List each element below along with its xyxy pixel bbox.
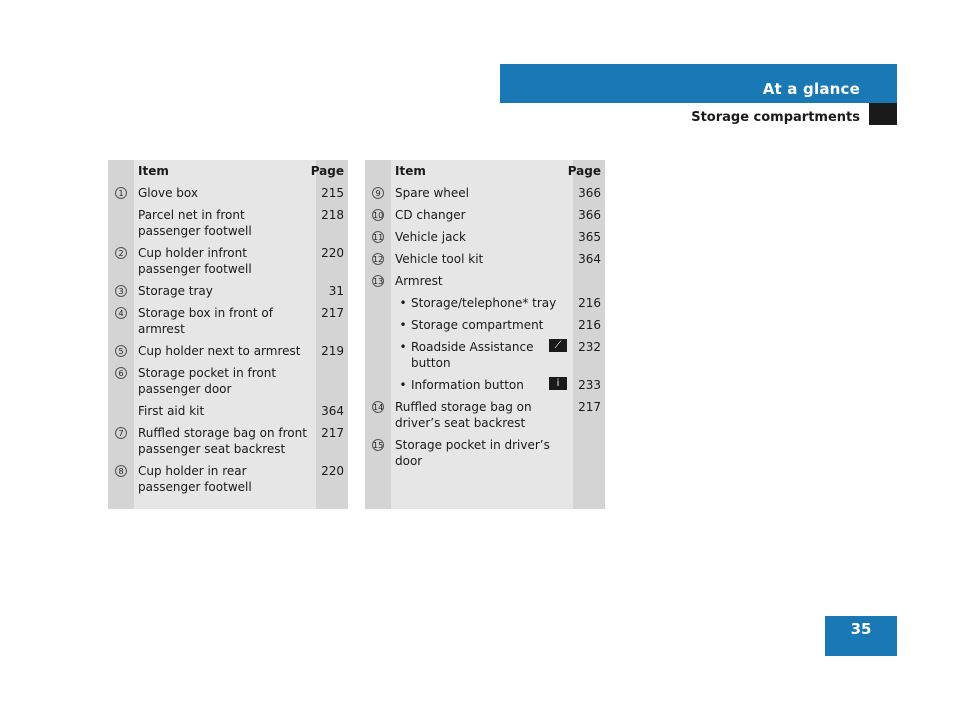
table-row	[108, 343, 348, 365]
item-label: Ruffled storage bag on front passenger seat backrest	[138, 426, 307, 456]
item-label: Roadside Assistance button	[411, 340, 534, 370]
item-label: CD changer	[395, 208, 466, 222]
page-reference: 218	[321, 208, 344, 222]
table-row	[108, 425, 348, 463]
page-reference: 215	[321, 186, 344, 200]
item-number-marker: 5	[115, 345, 127, 357]
item-number-marker: 10	[373, 211, 384, 220]
page-reference: 219	[321, 344, 344, 358]
item-label: Storage compartment	[411, 318, 544, 332]
table-row	[108, 207, 348, 245]
storage-table-left	[108, 160, 348, 509]
table-row	[108, 185, 348, 207]
item-column-header: Item	[395, 164, 426, 178]
item-label: Storage pocket in front passenger door	[138, 366, 277, 396]
item-number-marker: 15	[373, 441, 384, 450]
section-title: At a glance	[762, 80, 860, 98]
table-rows	[108, 185, 348, 501]
page-reference: 232	[578, 340, 601, 354]
item-label: Spare wheel	[395, 186, 469, 200]
item-label: Storage box in front of armrest	[138, 306, 273, 336]
item-label: First aid kit	[138, 404, 205, 418]
item-label: Parcel net in front passenger footwell	[138, 208, 252, 238]
table-row	[108, 463, 348, 501]
table-row	[365, 437, 605, 475]
bullet: •	[399, 378, 407, 392]
page-reference: 217	[321, 426, 344, 440]
information-button-icon: i	[549, 377, 567, 390]
item-label: Storage/telephone* tray	[411, 296, 557, 310]
storage-table-right	[365, 160, 605, 509]
table-row	[365, 251, 605, 273]
page-reference: 366	[578, 186, 601, 200]
table-row	[108, 403, 348, 425]
item-label: Armrest	[395, 274, 443, 288]
page-column-header: Page	[310, 164, 344, 178]
table-row	[108, 245, 348, 283]
corner-marker	[869, 103, 897, 125]
page-reference: 216	[578, 296, 601, 310]
page-reference: 31	[328, 284, 344, 298]
item-label: Storage pocket in driver’s door	[395, 438, 550, 468]
item-number-marker: 4	[115, 307, 127, 319]
item-label: Ruffled storage bag on driver’s seat backrest	[395, 400, 532, 430]
table-header	[108, 160, 348, 182]
item-number-marker: 3	[115, 285, 127, 297]
page-reference: 220	[321, 246, 344, 260]
table-row	[108, 283, 348, 305]
item-number-marker: 6	[115, 367, 127, 379]
page-reference: 217	[578, 400, 601, 414]
page-column-header: Page	[567, 164, 601, 178]
table-row	[365, 399, 605, 437]
table-row	[365, 207, 605, 229]
subsection-title: Storage compartments	[691, 110, 860, 125]
item-label: Cup holder infront passenger footwell	[138, 246, 252, 276]
item-label: Information button	[411, 378, 524, 392]
table-rows	[365, 185, 605, 475]
page-reference: 365	[578, 230, 601, 244]
item-label: Vehicle tool kit	[395, 252, 484, 266]
table-row	[365, 295, 605, 317]
page-reference: 364	[578, 252, 601, 266]
item-number-marker: 7	[115, 427, 127, 439]
page-reference: 217	[321, 306, 344, 320]
item-number-marker: 14	[373, 403, 384, 412]
table-row	[108, 305, 348, 343]
item-label: Cup holder in rear passenger footwell	[138, 464, 252, 494]
page-reference: 364	[321, 404, 344, 418]
roadside-assistance-icon: ⟋	[549, 339, 567, 352]
bullet: •	[399, 318, 407, 332]
item-number-marker: 2	[115, 247, 127, 259]
item-number-marker: 9	[372, 187, 384, 199]
page-reference: 233	[578, 378, 601, 392]
item-number-marker: 12	[373, 255, 384, 264]
table-row	[365, 339, 605, 377]
item-number-marker: 8	[115, 465, 127, 477]
table-row	[365, 229, 605, 251]
table-row	[365, 317, 605, 339]
item-column-header: Item	[138, 164, 169, 178]
page-reference: 366	[578, 208, 601, 222]
table-header	[365, 160, 605, 182]
item-label: Vehicle jack	[395, 230, 466, 244]
item-label: Storage tray	[138, 284, 213, 298]
bullet: •	[399, 296, 407, 310]
page-reference: 220	[321, 464, 344, 478]
table-row	[365, 185, 605, 207]
item-number-marker: 1	[115, 187, 127, 199]
item-label: Glove box	[138, 186, 198, 200]
table-row	[365, 377, 605, 399]
item-number-marker: 11	[373, 233, 384, 242]
table-row	[108, 365, 348, 403]
table-row	[365, 273, 605, 295]
bullet: •	[399, 340, 407, 354]
page-reference: 216	[578, 318, 601, 332]
page-number: 35	[825, 616, 897, 656]
item-label: Cup holder next to armrest	[138, 344, 301, 358]
item-number-marker: 13	[373, 277, 384, 286]
